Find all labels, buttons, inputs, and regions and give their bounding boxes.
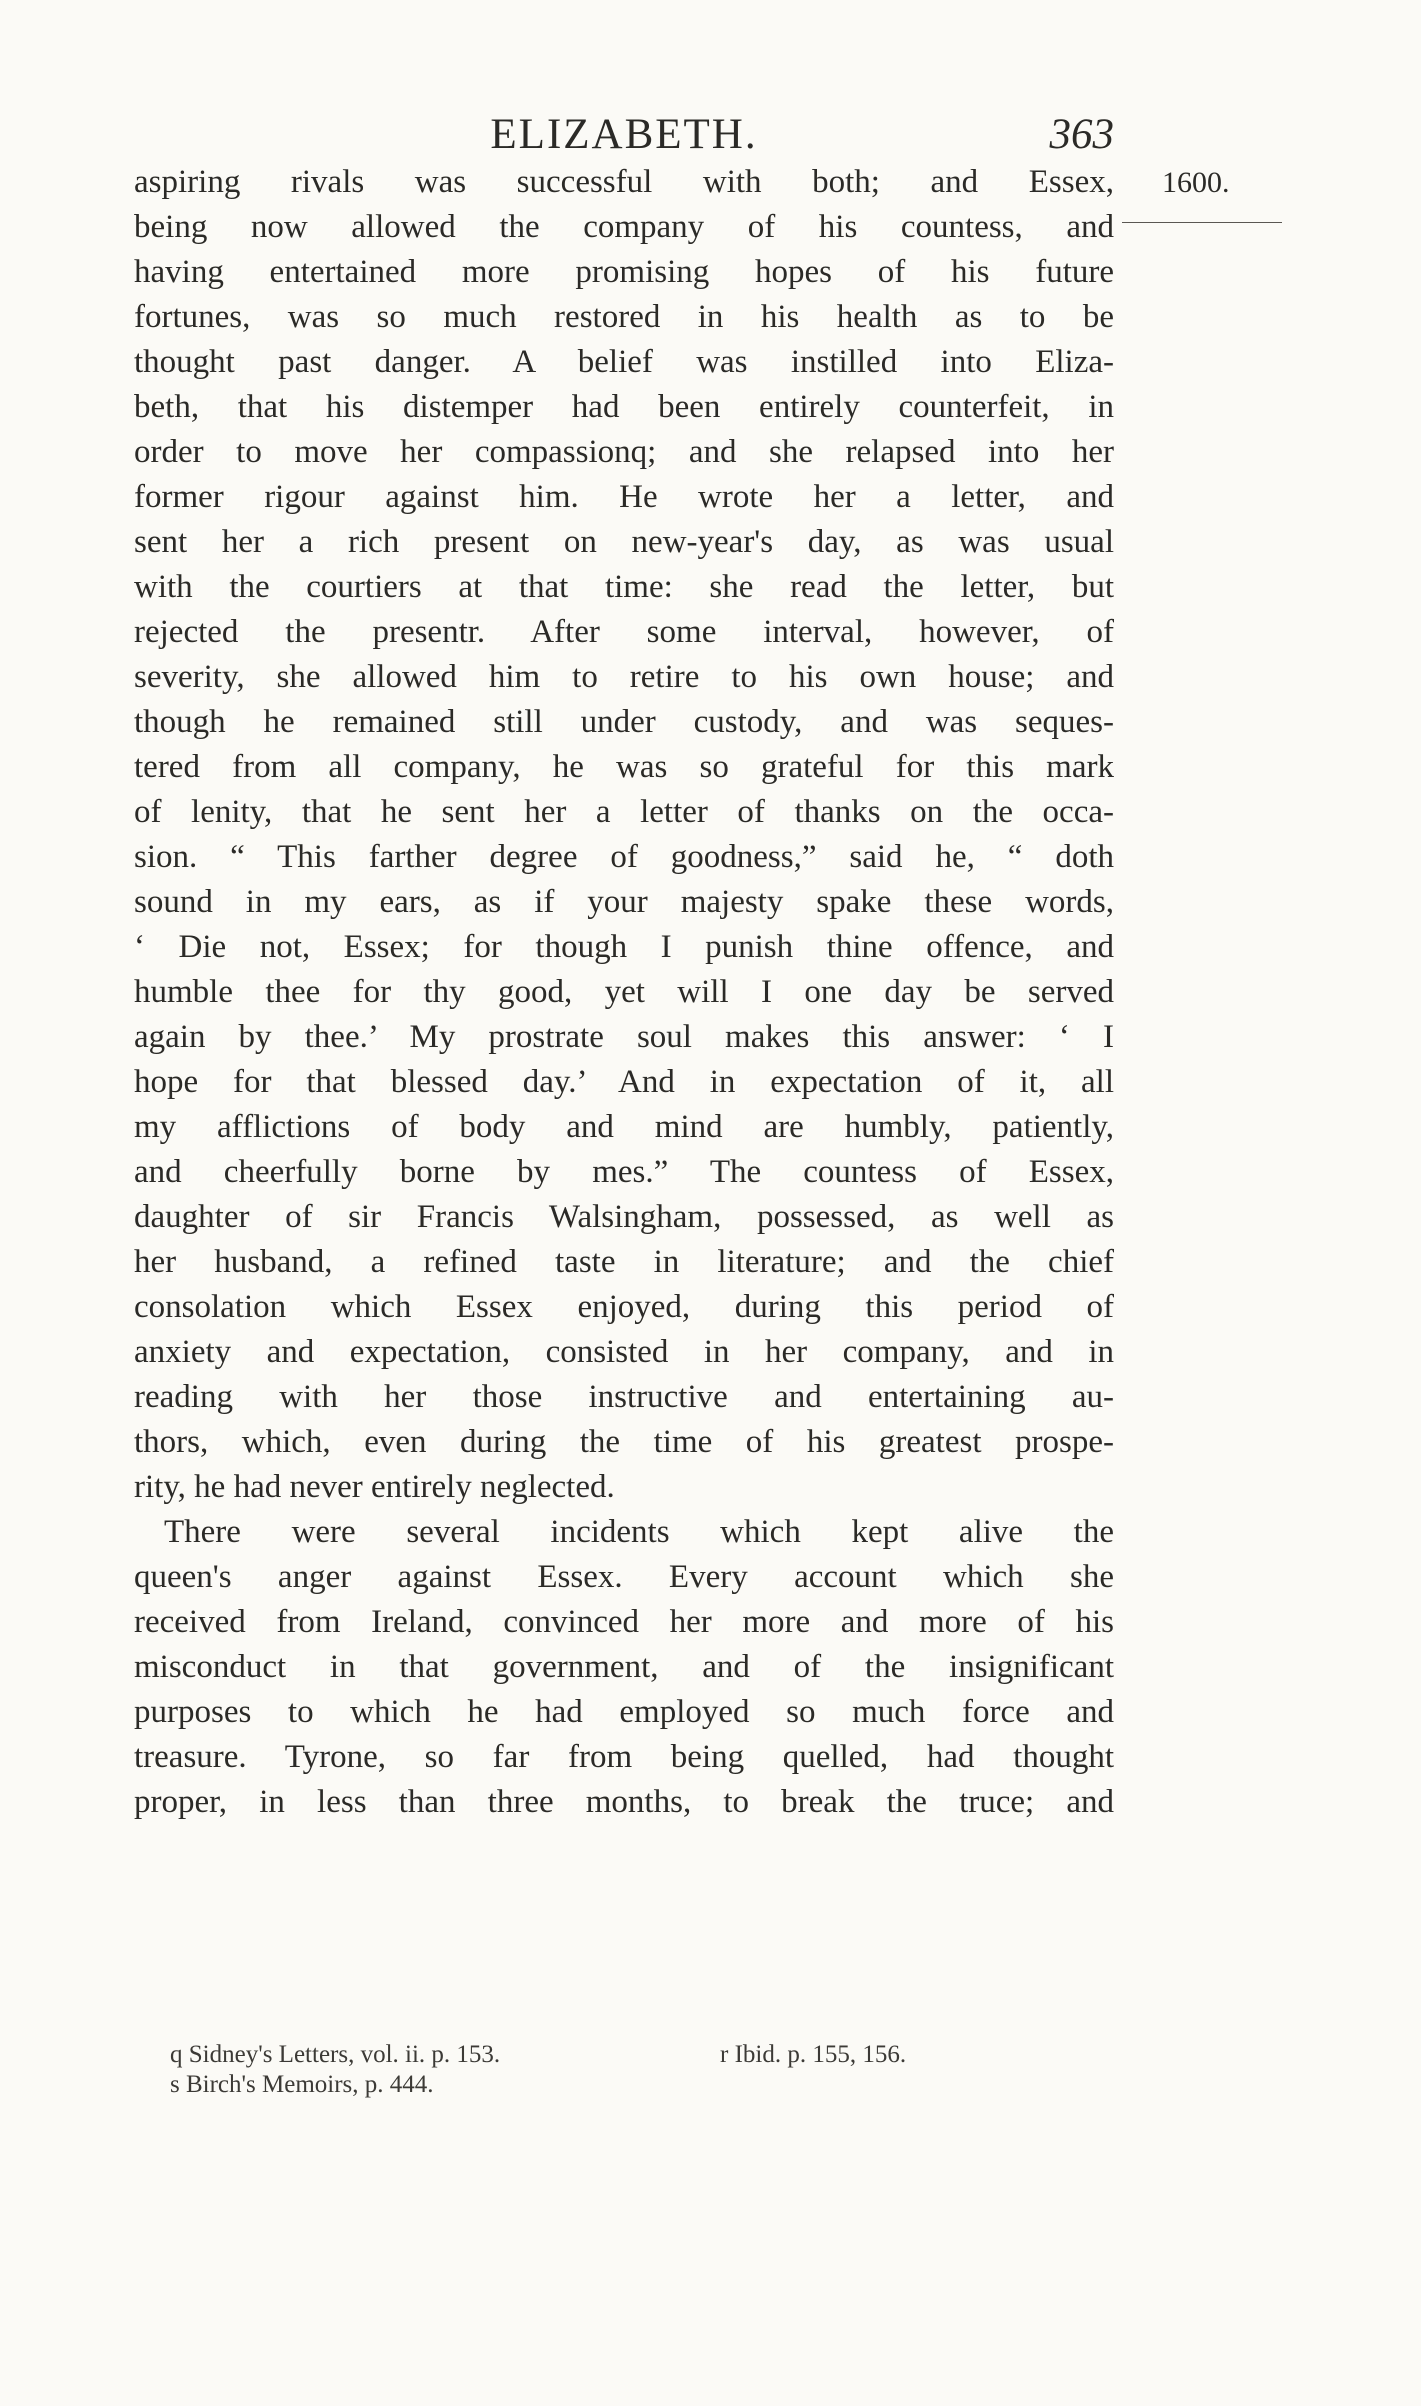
text-line: and cheerfully borne by mes.” The countess of Essex, [134, 1154, 1114, 1190]
margin-year: 1600. [1162, 166, 1230, 199]
page-title: ELIZABETH. [490, 111, 758, 158]
text-line: daughter of sir Francis Walsingham, possessed, as well as [134, 1199, 1114, 1235]
text-line: tered from all company, he was so grateful for this mark [134, 749, 1114, 785]
body-text [134, 160, 1114, 1825]
text-line: though he remained still under custody, and was seques- [134, 704, 1114, 740]
footnote-q: q Sidney's Letters, vol. ii. p. 153. [170, 2041, 501, 2068]
text-line: purposes to which he had employed so much force and [134, 1694, 1114, 1730]
running-head [134, 100, 1114, 160]
text-line: being now allowed the company of his countess, and [134, 209, 1114, 245]
text-line: order to move her compassionq; and she relapsed into her [134, 434, 1114, 470]
text-line: proper, in less than three months, to break the truce; and [134, 1784, 1114, 1820]
text-line: of lenity, that he sent her a letter of thanks on the occa- [134, 794, 1114, 830]
text-line: misconduct in that government, and of the insignificant [134, 1649, 1114, 1685]
text-line: received from Ireland, convinced her more and more of his [134, 1604, 1114, 1640]
text-line: with the courtiers at that time: she read the letter, but [134, 569, 1114, 605]
text-line: aspiring rivals was successful with both; and Essex, [134, 164, 1114, 200]
text-line: my afflictions of body and mind are humbly, patiently, [134, 1109, 1114, 1145]
text-line: humble thee for thy good, yet will I one day be served [134, 974, 1114, 1010]
text-line: hope for that blessed day.’ And in expectation of it, all [134, 1064, 1114, 1100]
text-line: sound in my ears, as if your majesty spake these words, [134, 884, 1114, 920]
footnote-row [170, 2040, 1070, 2070]
footnote-row [170, 2070, 1070, 2100]
text-line: having entertained more promising hopes of his future [134, 254, 1114, 290]
text-line: former rigour against him. He wrote her a letter, and [134, 479, 1114, 515]
text-line: consolation which Essex enjoyed, during this period of [134, 1289, 1114, 1325]
text-line: again by thee.’ My prostrate soul makes this answer: ‘ I [134, 1019, 1114, 1055]
text-line: ‘ Die not, Essex; for though I punish thine offence, and [134, 929, 1114, 965]
text-line: treasure. Tyrone, so far from being quelled, had thought [134, 1739, 1114, 1775]
text-line: thought past danger. A belief was instilled into Eliza- [134, 344, 1114, 380]
footnotes [170, 2040, 1070, 2100]
text-line: queen's anger against Essex. Every account which she [134, 1559, 1114, 1595]
footnote-s: s Birch's Memoirs, p. 444. [170, 2071, 434, 2098]
page-number: 363 [1049, 111, 1114, 158]
text-line: anxiety and expectation, consisted in her company, and in [134, 1334, 1114, 1370]
text-line: beth, that his distemper had been entirely counterfeit, in [134, 389, 1114, 425]
text-line: rejected the presentr. After some interval, however, of [134, 614, 1114, 650]
text-line: There were several incidents which kept alive the [164, 1514, 1114, 1550]
margin-rule [1122, 222, 1282, 223]
text-line: her husband, a refined taste in literature; and the chief [134, 1244, 1114, 1280]
text-line: fortunes, was so much restored in his health as to be [134, 299, 1114, 335]
footnote-r: r Ibid. p. 155, 156. [720, 2041, 907, 2068]
text-line: sent her a rich present on new-year's day, as was usual [134, 524, 1114, 560]
text-line: rity, he had never entirely neglected. [134, 1469, 615, 1505]
text-line: reading with her those instructive and entertaining au- [134, 1379, 1114, 1415]
text-line: sion. “ This farther degree of goodness,” said he, “ doth [134, 839, 1114, 875]
text-line: severity, she allowed him to retire to his own house; and [134, 659, 1114, 695]
text-line: thors, which, even during the time of his greatest prospe- [134, 1424, 1114, 1460]
